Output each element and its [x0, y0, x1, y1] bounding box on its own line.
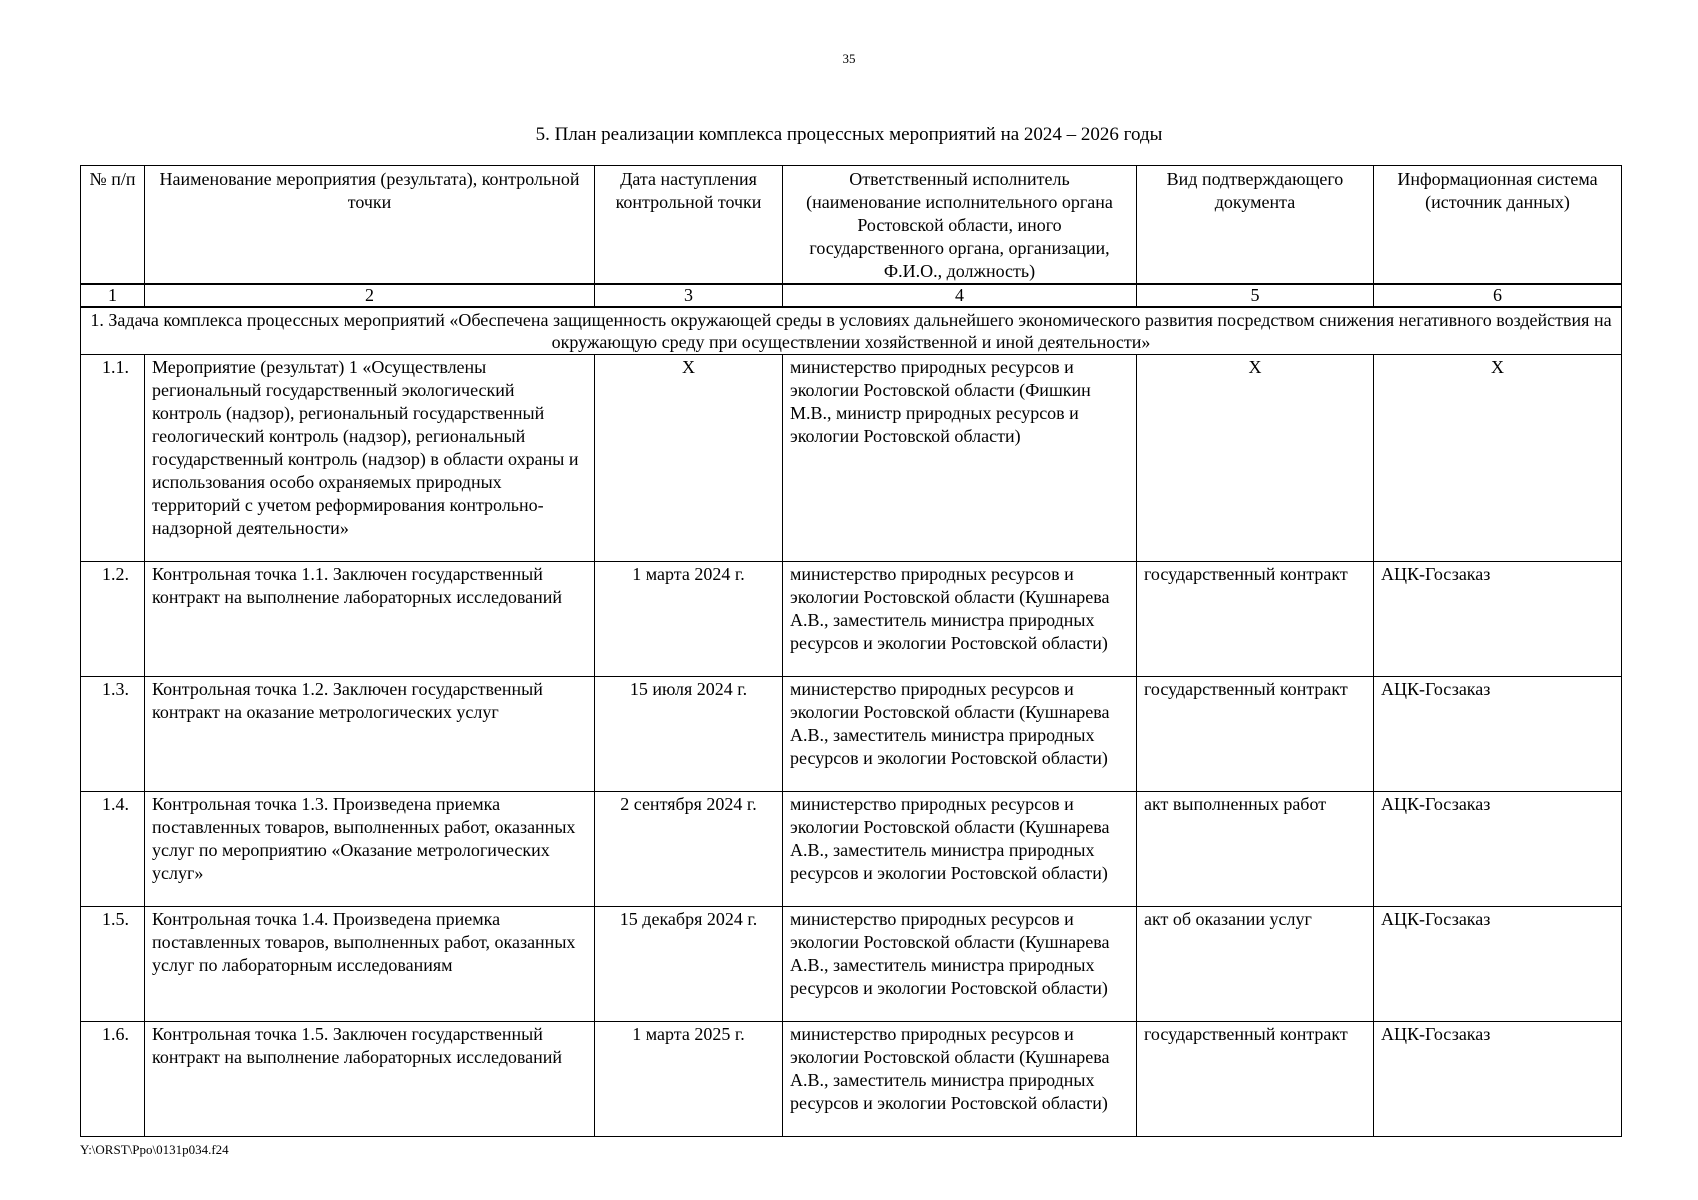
- header-num: № п/п: [81, 166, 145, 285]
- column-number: 4: [783, 284, 1137, 307]
- file-path: Y:\ORST\Ppo\0131p034.f24: [80, 1142, 229, 1157]
- row-name: Контрольная точка 1.2. Заключен государственный контракт на оказание метрологических услуг: [145, 676, 595, 791]
- column-number: 3: [595, 284, 783, 307]
- row-document: государственный контракт: [1137, 676, 1374, 791]
- table-row: [81, 791, 1622, 906]
- row-number: 1.5.: [81, 906, 145, 1021]
- row-number: 1.3.: [81, 676, 145, 791]
- row-executor: министерство природных ресурсов и экологии Ростовской области (Фишкин М.В., министр природных ресурсов и экологии Ростовской области): [783, 354, 1137, 561]
- row-number: 1.4.: [81, 791, 145, 906]
- row-date: 1 марта 2024 г.: [595, 561, 783, 676]
- row-date: 1 марта 2025 г.: [595, 1021, 783, 1136]
- table-header-row: [81, 166, 1622, 285]
- column-number-row: [81, 284, 1622, 307]
- row-document: X: [1137, 354, 1374, 561]
- document-title: 5. План реализации комплекса процессных мероприятий на 2024 – 2026 годы: [535, 124, 1163, 145]
- column-number: 6: [1374, 284, 1622, 307]
- table-row: [81, 1021, 1622, 1136]
- row-number: 1.2.: [81, 561, 145, 676]
- column-number: 5: [1137, 284, 1374, 307]
- header-date: Дата наступления контрольной точки: [595, 166, 783, 285]
- row-date: 2 сентября 2024 г.: [595, 791, 783, 906]
- table-row: [81, 561, 1622, 676]
- table-row: [81, 354, 1622, 561]
- table-row: [81, 906, 1622, 1021]
- task-description: 1. Задача комплекса процессных мероприятий «Обеспечена защищенность окружающей среды в условиях дальнейшего экономического развития посредством снижения негативного воздействия на окружающую среду при осуществлении хозяйственной и иной деятельности»: [81, 307, 1622, 354]
- row-date: 15 декабря 2024 г.: [595, 906, 783, 1021]
- row-number: 1.1.: [81, 354, 145, 561]
- row-name: Контрольная точка 1.1. Заключен государственный контракт на выполнение лабораторных исследований: [145, 561, 595, 676]
- row-document: акт об оказании услуг: [1137, 906, 1374, 1021]
- row-name: Мероприятие (результат) 1 «Осуществлены региональный государственный экологический контроль (надзор), региональный государственный геологический контроль (надзор), региональный государственный контроль (надзор) в области охраны и использования особо охраняемых природных территорий с учетом реформирования контрольно-надзорной деятельности»: [145, 354, 595, 561]
- row-system: X: [1374, 354, 1622, 561]
- header-system: Информационная система (источник данных): [1374, 166, 1622, 285]
- page-number: 35: [842, 51, 856, 66]
- row-system: АЦК-Госзаказ: [1374, 561, 1622, 676]
- row-document: государственный контракт: [1137, 1021, 1374, 1136]
- row-number: 1.6.: [81, 1021, 145, 1136]
- row-system: АЦК-Госзаказ: [1374, 791, 1622, 906]
- row-executor: министерство природных ресурсов и экологии Ростовской области (Кушнарева А.В., заместитель министра природных ресурсов и экологии Ростовской области): [783, 906, 1137, 1021]
- row-document: государственный контракт: [1137, 561, 1374, 676]
- header-name: Наименование мероприятия (результата), контрольной точки: [145, 166, 595, 285]
- row-executor: министерство природных ресурсов и экологии Ростовской области (Кушнарева А.В., заместитель министра природных ресурсов и экологии Ростовской области): [783, 676, 1137, 791]
- row-executor: министерство природных ресурсов и экологии Ростовской области (Кушнарева А.В., заместитель министра природных ресурсов и экологии Ростовской области): [783, 791, 1137, 906]
- row-name: Контрольная точка 1.5. Заключен государственный контракт на выполнение лабораторных исследований: [145, 1021, 595, 1136]
- header-document: Вид подтверждающего документа: [1137, 166, 1374, 285]
- plan-table: [80, 165, 1622, 1137]
- column-number: 2: [145, 284, 595, 307]
- row-date: 15 июля 2024 г.: [595, 676, 783, 791]
- row-document: акт выполненных работ: [1137, 791, 1374, 906]
- row-system: АЦК-Госзаказ: [1374, 676, 1622, 791]
- row-name: Контрольная точка 1.3. Произведена приемка поставленных товаров, выполненных работ, оказанных услуг по мероприятию «Оказание метрологических услуг»: [145, 791, 595, 906]
- table-row: [81, 676, 1622, 791]
- column-number: 1: [81, 284, 145, 307]
- row-name: Контрольная точка 1.4. Произведена приемка поставленных товаров, выполненных работ, оказанных услуг по лабораторным исследованиям: [145, 906, 595, 1021]
- task-row: [81, 307, 1622, 354]
- header-executor: Ответственный исполнитель (наименование исполнительного органа Ростовской области, иного государственного органа, организации, Ф.И.О., должность): [783, 166, 1137, 285]
- row-executor: министерство природных ресурсов и экологии Ростовской области (Кушнарева А.В., заместитель министра природных ресурсов и экологии Ростовской области): [783, 1021, 1137, 1136]
- row-system: АЦК-Госзаказ: [1374, 906, 1622, 1021]
- row-executor: министерство природных ресурсов и экологии Ростовской области (Кушнарева А.В., заместитель министра природных ресурсов и экологии Ростовской области): [783, 561, 1137, 676]
- row-date: X: [595, 354, 783, 561]
- row-system: АЦК-Госзаказ: [1374, 1021, 1622, 1136]
